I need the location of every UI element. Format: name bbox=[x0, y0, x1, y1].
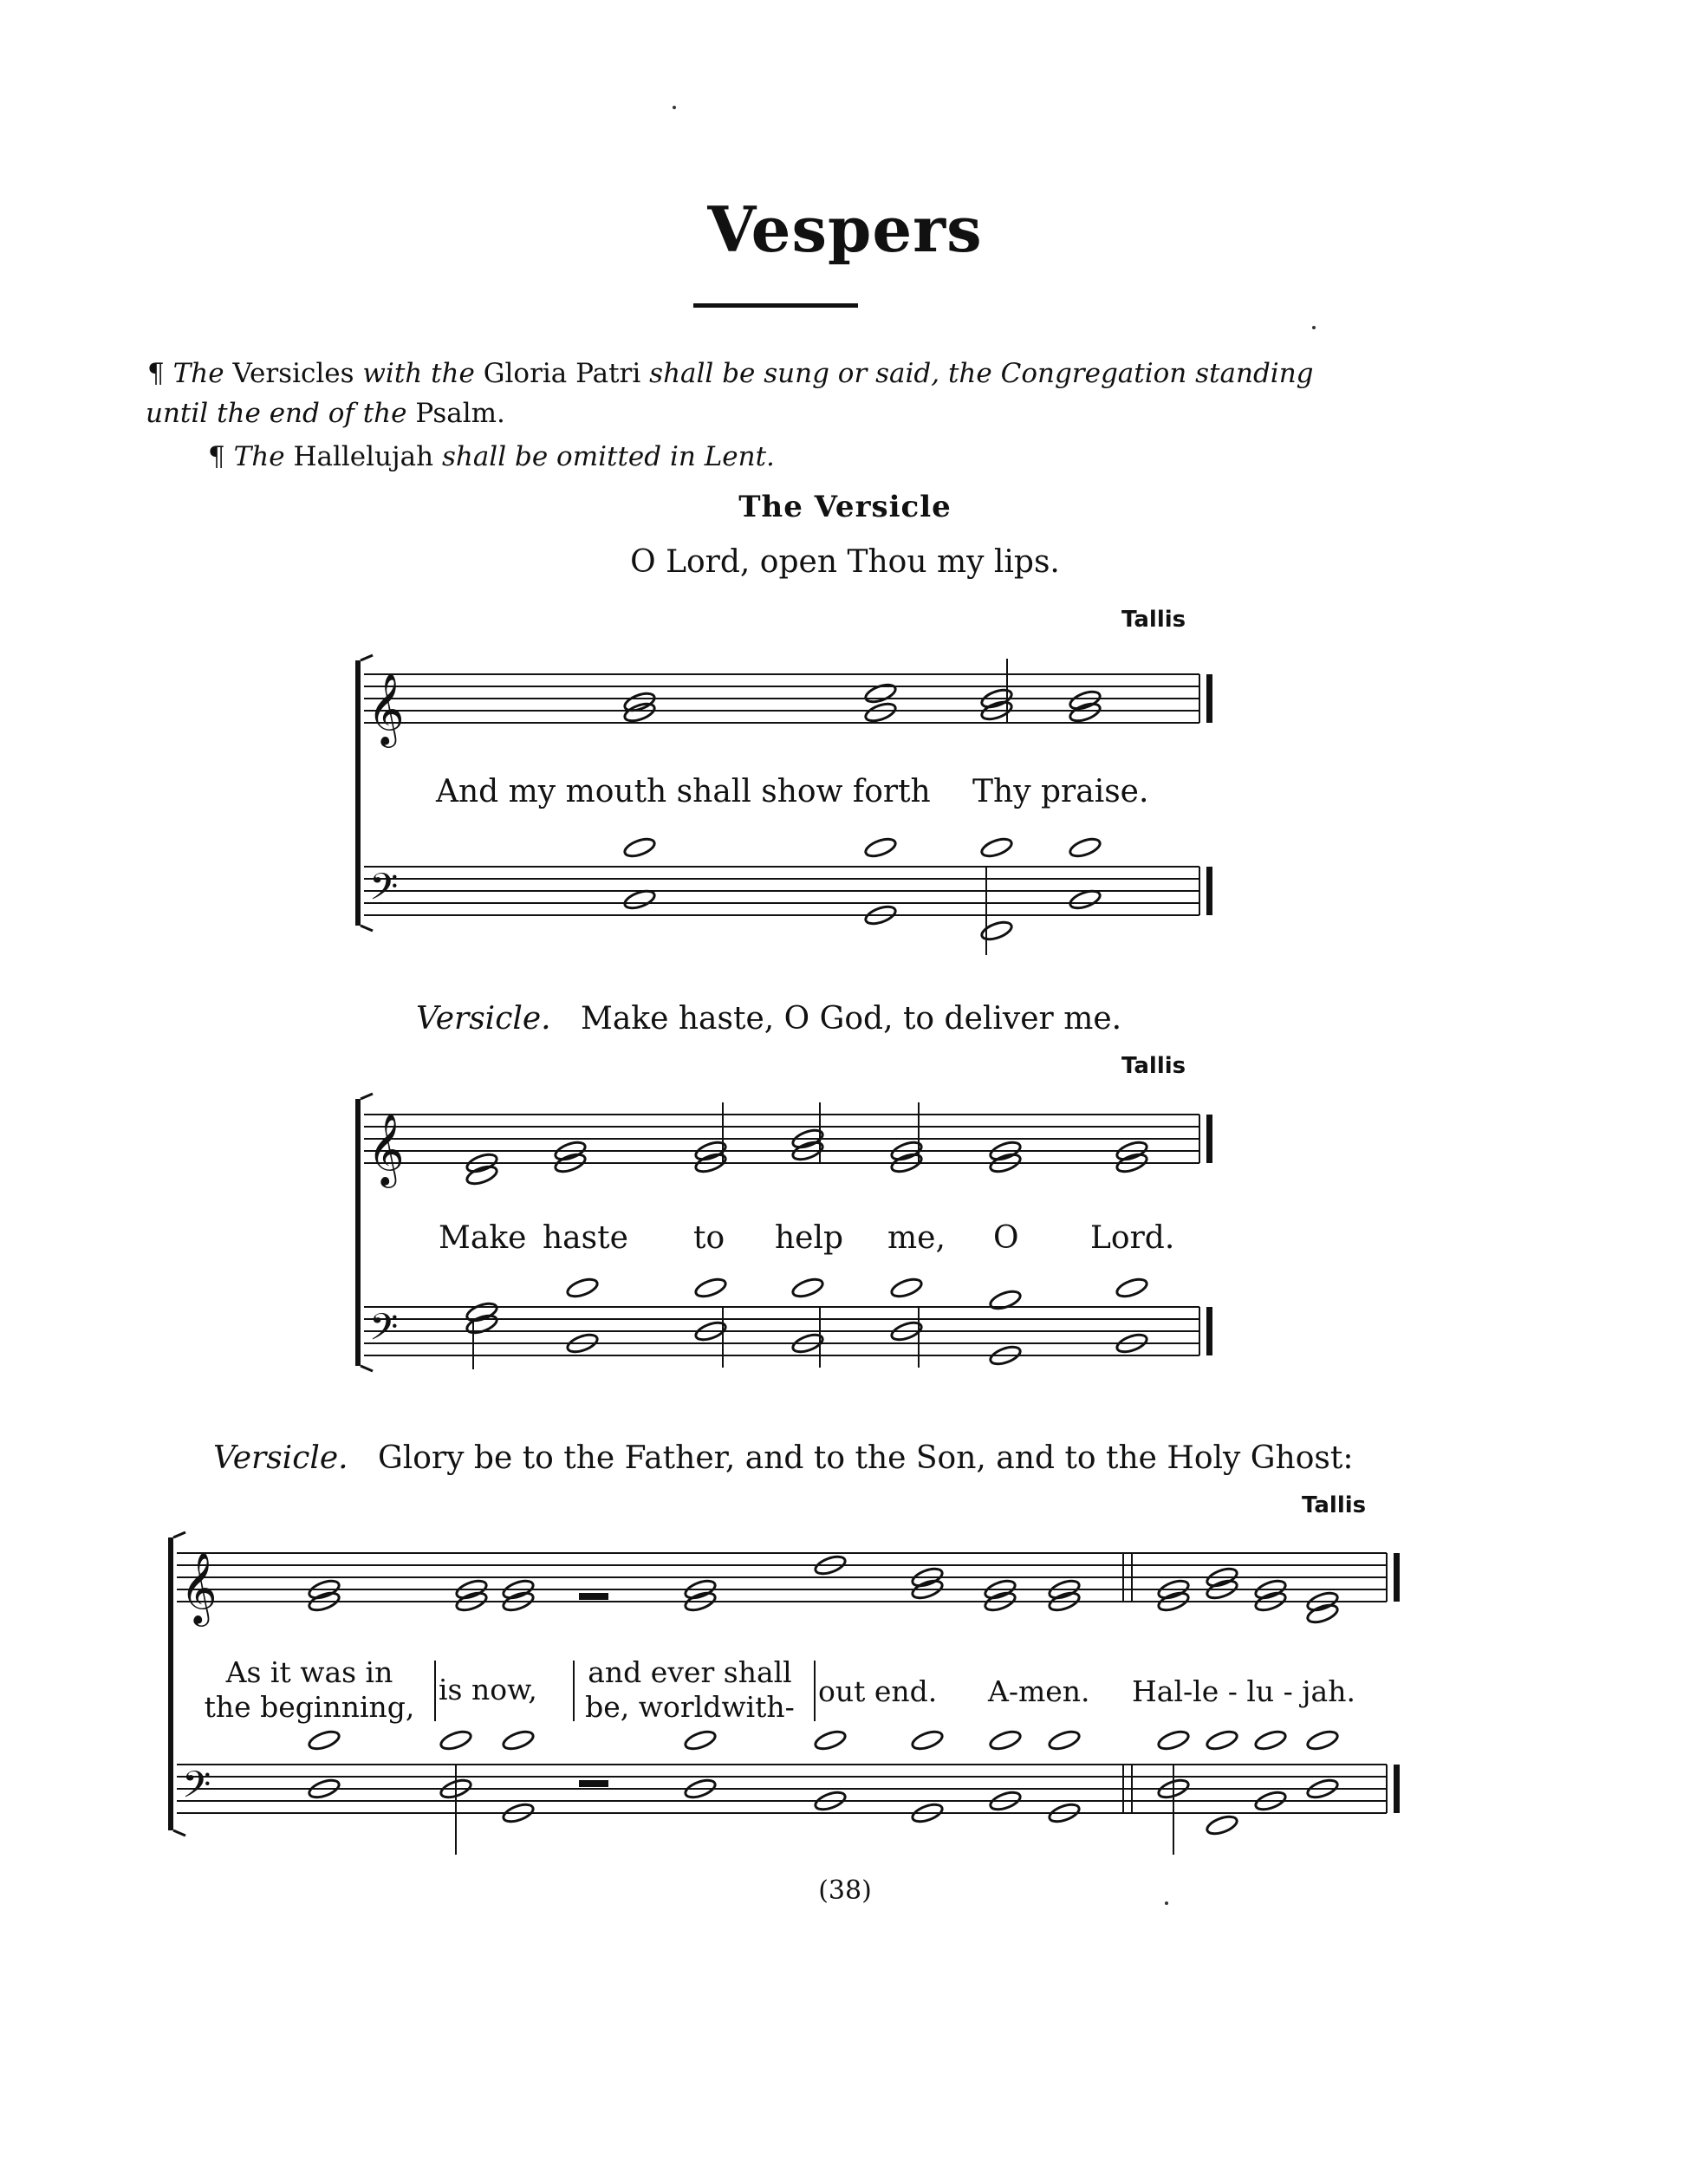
section-heading: The Versicle bbox=[738, 490, 952, 524]
half-note bbox=[910, 1728, 944, 1752]
lyric-word: haste bbox=[543, 1220, 628, 1256]
half-note bbox=[1068, 688, 1102, 712]
page-number: (38) bbox=[818, 1875, 872, 1906]
half-note bbox=[465, 1312, 498, 1336]
versicle-text: Glory be to the Father, and to the Son, and to the Holy Ghost: bbox=[377, 1440, 1354, 1476]
half-note bbox=[863, 835, 897, 859]
lyric-word: Make bbox=[439, 1220, 527, 1256]
half-note bbox=[465, 1163, 498, 1186]
composer-label: Tallis bbox=[1121, 607, 1186, 633]
lyric-phrase: Hal-le - lu - jah. bbox=[1132, 1674, 1355, 1708]
final-barline bbox=[1206, 867, 1212, 915]
lyric-phrase: A-men. bbox=[988, 1674, 1090, 1708]
system-bracket bbox=[361, 655, 373, 660]
rubric-1-part: until the end of the bbox=[146, 398, 407, 429]
half-note bbox=[979, 919, 1013, 942]
rubric-1-part: with the bbox=[362, 358, 475, 389]
final-barline bbox=[1206, 1307, 1212, 1355]
half-note bbox=[1047, 1728, 1081, 1752]
half-note bbox=[1068, 700, 1102, 724]
half-note bbox=[979, 835, 1013, 859]
half-note bbox=[1205, 1813, 1238, 1836]
treble-clef-icon: 𝄞 bbox=[367, 1112, 405, 1185]
treble-clef-icon: 𝄞 bbox=[180, 1550, 218, 1623]
lyric-line: be, worldwith- bbox=[585, 1690, 795, 1724]
versicle-text: Make haste, O God, to deliver me. bbox=[580, 1001, 1122, 1037]
lyric-line: and ever shall bbox=[588, 1655, 792, 1689]
lyric-line: Thy praise. bbox=[972, 774, 1149, 809]
rest bbox=[579, 1593, 608, 1600]
system-bracket bbox=[173, 1532, 185, 1537]
half-note bbox=[1305, 1602, 1339, 1625]
half-note bbox=[501, 1728, 535, 1752]
half-note bbox=[1205, 1728, 1238, 1752]
final-barline bbox=[1206, 674, 1212, 723]
lyric-line: the beginning, bbox=[204, 1690, 415, 1724]
half-note bbox=[1115, 1276, 1148, 1299]
rubric-2-part: Hallelujah bbox=[293, 441, 434, 472]
final-barline bbox=[1394, 1765, 1400, 1813]
lyric-line: And my mouth shall show forth bbox=[436, 774, 931, 809]
half-note bbox=[1253, 1728, 1287, 1752]
pilcrow: ¶ bbox=[147, 358, 165, 389]
lyric-line: As it was in bbox=[225, 1655, 393, 1689]
half-note bbox=[693, 1276, 727, 1299]
half-note bbox=[863, 681, 897, 705]
half-note bbox=[889, 1276, 923, 1299]
bass-clef-icon: 𝄢 bbox=[369, 1306, 399, 1358]
half-note bbox=[683, 1728, 717, 1752]
rubric-1-part: shall be sung or said, the Congregation standing bbox=[649, 358, 1314, 389]
half-note bbox=[863, 700, 897, 724]
bass-clef-icon: 𝄢 bbox=[182, 1764, 211, 1816]
rubric-1-part: Gloria Patri bbox=[483, 358, 641, 389]
half-note bbox=[465, 1300, 498, 1323]
half-note bbox=[307, 1728, 341, 1752]
page-title: Vespers bbox=[707, 192, 983, 266]
versicle-label: Versicle. bbox=[213, 1440, 348, 1476]
system-bracket bbox=[173, 1830, 185, 1836]
lyric-phrase: is now, bbox=[439, 1673, 537, 1706]
half-note bbox=[439, 1728, 472, 1752]
rubric-1-part: Versicles bbox=[232, 358, 354, 389]
half-note bbox=[1068, 835, 1102, 859]
rubric-1-part: The bbox=[172, 358, 224, 389]
final-barline bbox=[1206, 1115, 1212, 1163]
half-note bbox=[988, 1728, 1022, 1752]
system-bracket bbox=[361, 1366, 373, 1371]
rubric-1-part: Psalm. bbox=[415, 398, 505, 429]
system-bracket bbox=[361, 1094, 373, 1099]
versicle-text: O Lord, open Thou my lips. bbox=[630, 544, 1060, 580]
lyric-word: to bbox=[693, 1220, 725, 1256]
half-note bbox=[622, 835, 656, 859]
final-barline bbox=[1394, 1553, 1400, 1602]
lyric-word: help bbox=[775, 1220, 844, 1256]
half-note bbox=[813, 1728, 847, 1752]
treble-clef-icon: 𝄞 bbox=[367, 672, 405, 744]
system-bracket bbox=[355, 660, 361, 926]
rest bbox=[579, 1780, 608, 1787]
pilcrow: ¶ bbox=[208, 441, 225, 472]
rubric-2-part: The bbox=[233, 441, 285, 472]
composer-label: Tallis bbox=[1121, 1053, 1186, 1079]
lyric-word: O bbox=[993, 1220, 1019, 1256]
lyric-word: me, bbox=[887, 1220, 946, 1256]
rubric-2-part: shall be omitted in Lent. bbox=[441, 441, 775, 472]
system-bracket bbox=[355, 1099, 361, 1366]
half-note bbox=[1156, 1728, 1190, 1752]
lyric-phrase: out end. bbox=[818, 1674, 938, 1708]
half-note bbox=[790, 1276, 824, 1299]
system-bracket bbox=[361, 926, 373, 931]
system-bracket bbox=[168, 1537, 173, 1830]
composer-label: Tallis bbox=[1302, 1492, 1367, 1518]
lyric-word: Lord. bbox=[1090, 1220, 1175, 1256]
half-note bbox=[988, 1288, 1022, 1311]
versicle-label: Versicle. bbox=[416, 1001, 551, 1037]
bass-clef-icon: 𝄢 bbox=[369, 866, 399, 918]
half-note bbox=[1305, 1728, 1339, 1752]
half-note bbox=[565, 1276, 599, 1299]
